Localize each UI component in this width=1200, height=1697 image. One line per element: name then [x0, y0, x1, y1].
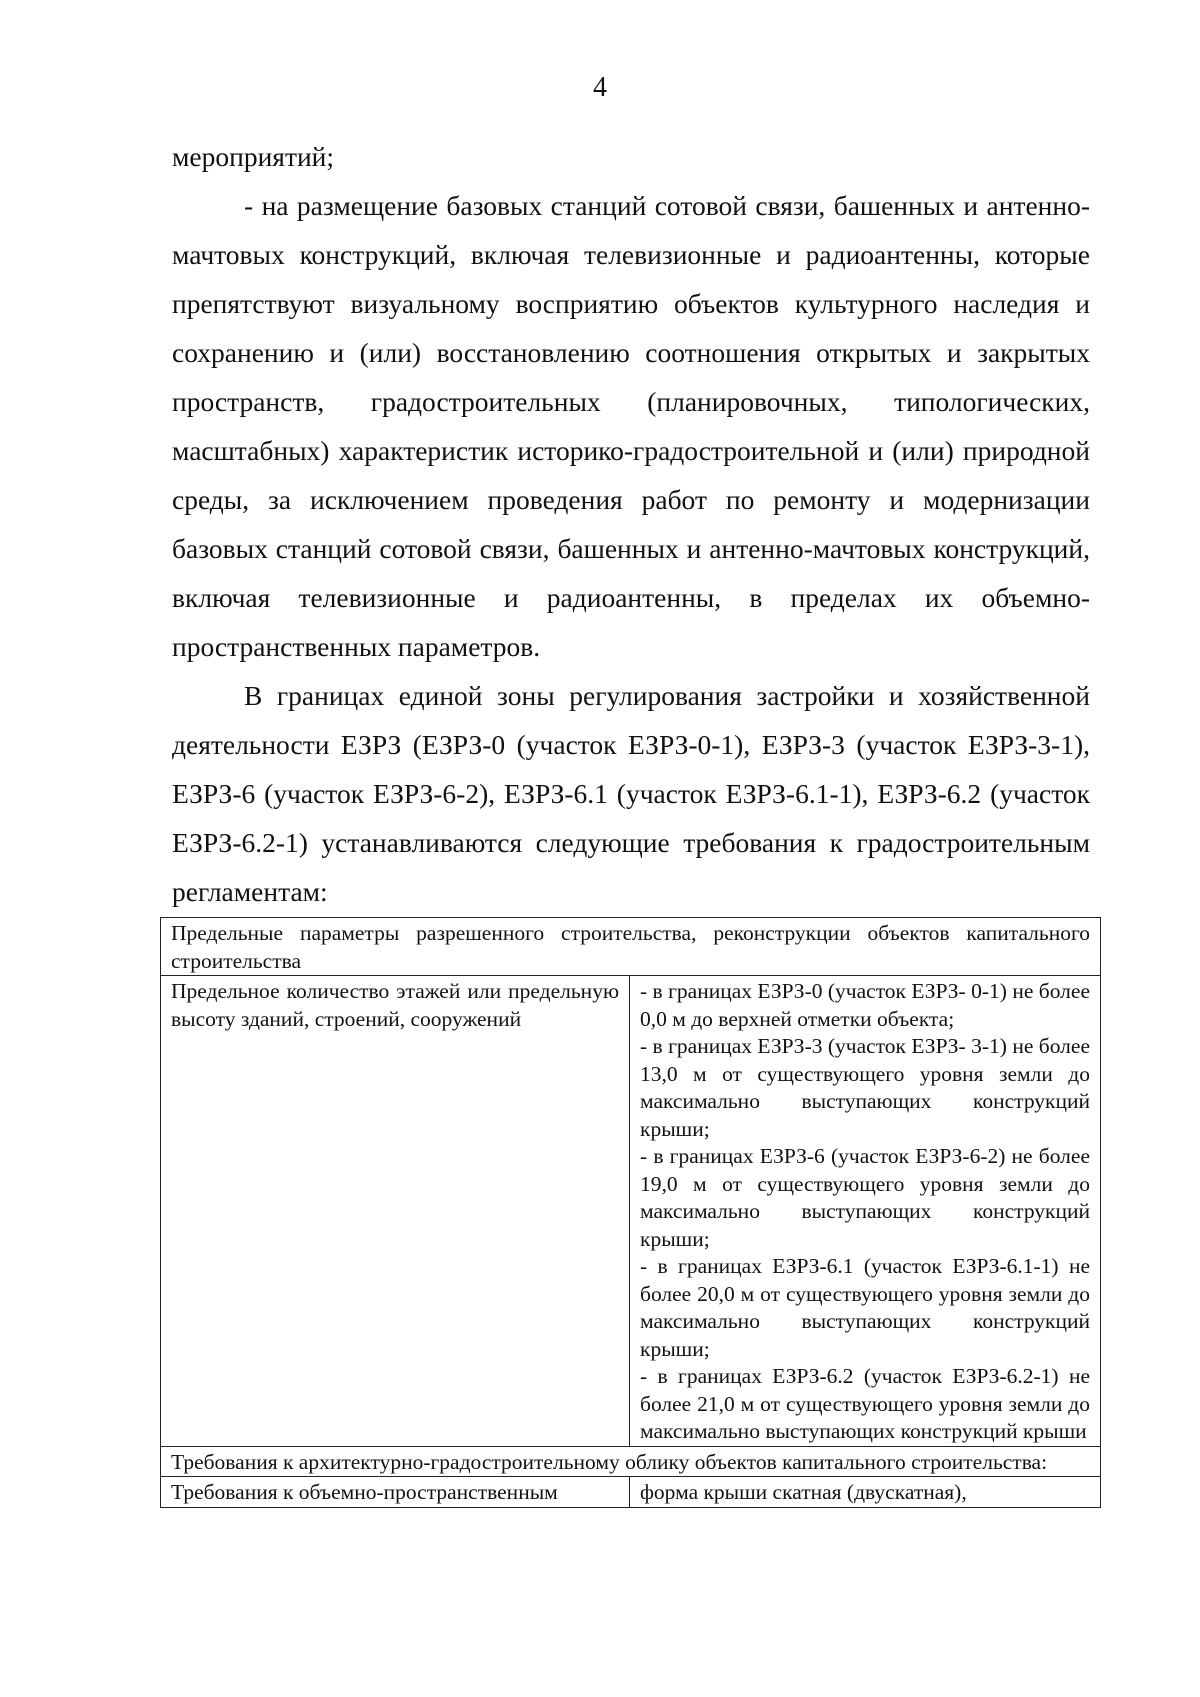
cell-height-limit-label: Предельное количество этажей или предельную высоту зданий, строений, сооружений — [161, 976, 630, 1447]
section-header-limit-parameters: Предельные параметры разрешенного строительства, реконструкции объектов капитального строительства — [161, 918, 1101, 976]
cell-volume-requirements-label: Требования к объемно-пространственным — [161, 1477, 630, 1508]
height-limit-ezrz-0: - в границах ЕЗРЗ-0 (участок ЕЗРЗ- 0-1) не более 0,0 м до верхней отметки объекта; — [640, 979, 1090, 1031]
table-row — [161, 1446, 1101, 1477]
table-row — [161, 1477, 1101, 1508]
page-number: 4 — [593, 72, 607, 103]
section-header-architectural-appearance: Требования к архитектурно-градостроительному облику объектов капитального строительства: — [161, 1446, 1101, 1477]
cell-height-limit-values — [630, 976, 1101, 1447]
cell-roof-form-value: форма крыши скатная (двускатная), — [630, 1477, 1101, 1508]
regulations-table — [160, 917, 1101, 1508]
height-limit-ezrz-6-1: - в границах ЕЗРЗ-6.1 (участок ЕЗРЗ-6.1-1) не более 20,0 м от существующего уровня земли до максимально выступающих конструкций крыши; — [640, 1254, 1090, 1361]
body-text — [172, 132, 1090, 916]
height-limit-ezrz-3: - в границах ЕЗРЗ-3 (участок ЕЗРЗ- 3-1) не более 13,0 м от существующего уровня земли до максимально выступающих конструкций крыши; — [640, 1034, 1090, 1141]
table-row — [161, 918, 1101, 976]
table-row — [161, 976, 1101, 1447]
height-limit-ezrz-6: - в границах ЕЗРЗ-6 (участок ЕЗРЗ-6-2) не более 19,0 м от существующего уровня земли до максимально выступающих конструкций крыши; — [640, 1144, 1090, 1251]
height-limit-ezrz-6-2: - в границах ЕЗРЗ-6.2 (участок ЕЗРЗ-6.2-1) не более 21,0 м от существующего уровня земли до максимально выступающих конструкций крыши — [640, 1364, 1090, 1443]
paragraph-ezrz-requirements: В границах единой зоны регулирования застройки и хозяйственной деятельности ЕЗРЗ (ЕЗРЗ-0 (участок ЕЗРЗ-0-1), ЕЗРЗ-3 (участок ЕЗРЗ-3-1), ЕЗРЗ-6 (участок ЕЗРЗ-6-2), ЕЗРЗ-6.1 (участок ЕЗРЗ-6.1-1), ЕЗРЗ-6.2 (участок ЕЗРЗ-6.2-1) устанавливаются следующие требования к градостроительным регламентам: — [172, 680, 1090, 907]
paragraph-continuation: мероприятий; — [172, 141, 335, 172]
paragraph-base-stations: - на размещение базовых станций сотовой связи, башенных и антенно-мачтовых конструкций, включая телевизионные и радиоантенны, которые препятствуют визуальному восприятию объектов культурного наследия и сохранению и (или) восстановлению соотношения открытых и закрытых пространств, градостроительных (планировочных, типологических, масштабных) характеристик историко-градостроительной и (или) природной среды, за исключением проведения работ по ремонту и модернизации базовых станций сотовой связи, башенных и антенно-мачтовых конструкций, включая телевизионные и радиоантенны, в пределах их объемно-пространственных параметров. — [172, 190, 1090, 662]
